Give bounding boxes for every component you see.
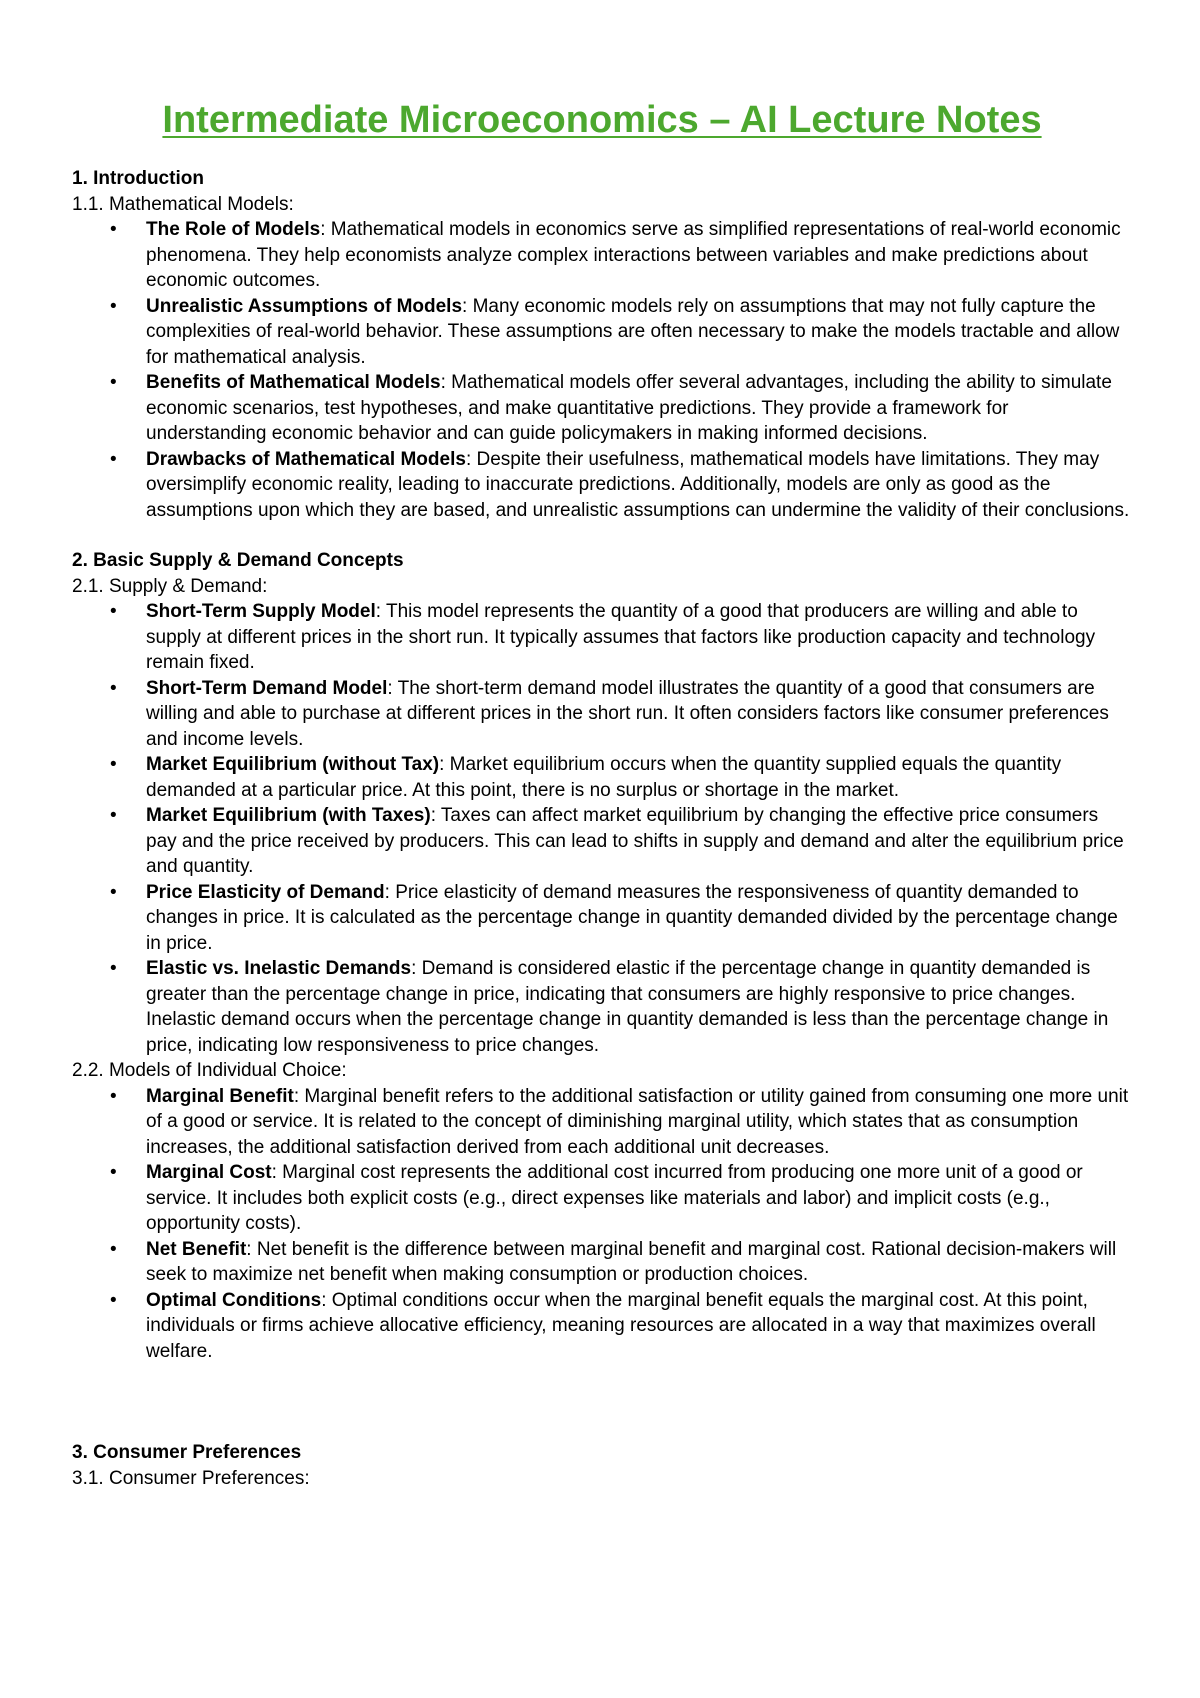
section-supply-demand — [72, 548, 1132, 1364]
document-page — [72, 96, 1132, 1491]
bullet-list — [72, 1084, 1132, 1365]
item-text: : This model represents the quantity of a good that producers are willing and able to supply at different prices in the short run. It typically assumes that factors like production capacity and technology remain fixed. — [146, 601, 1096, 673]
item-term: Market Equilibrium (with Taxes) — [146, 805, 431, 826]
list-item — [72, 599, 1132, 676]
bullet-icon: • — [110, 958, 117, 979]
item-term: Benefits of Mathematical Models — [146, 372, 441, 393]
item-term: The Role of Models — [146, 219, 321, 240]
item-text: : Net benefit is the difference between marginal benefit and marginal cost. Rational decision-makers will seek to maximize net benefit when making consumption or production choices. — [146, 1238, 1117, 1285]
item-text: : Marginal benefit refers to the additional satisfaction or utility gained from consuming one more unit of a good or service. It is related to the concept of diminishing marginal utility, which states that as consumption increases, the additional satisfaction derived from each additional unit decreases. — [146, 1085, 1129, 1158]
list-item — [72, 1160, 1132, 1237]
item-text: : Price elasticity of demand measures the responsiveness of quantity demanded to changes in price. It is calculated as the percentage change in quantity demanded divided by the percentage change in price. — [146, 881, 1118, 954]
item-text: : Mathematical models offer several advantages, including the ability to simulate economic scenarios, test hypotheses, and make quantitative predictions. They provide a framework for understanding economic behavior and can guide policymakers in making informed decisions. — [146, 372, 1112, 444]
spacer — [72, 523, 1132, 548]
bullet-icon: • — [110, 1085, 117, 1107]
subsection-heading: 3.1. Consumer Preferences: — [72, 1467, 310, 1489]
item-term: Net Benefit — [146, 1238, 247, 1260]
section-heading: 3. Consumer Preferences — [72, 1442, 302, 1463]
item-text: : Despite their usefulness, mathematical models have limitations. They may oversimplify economic reality, leading to inaccurate predictions. Additionally, models are only as good as the assumptions upon which they are based, and unrealistic assumptions can undermine the validity of their conclusions. — [146, 448, 1130, 521]
list-item — [72, 217, 1132, 294]
item-term: Short-Term Demand Model — [146, 677, 388, 699]
spacer — [72, 1364, 1132, 1440]
bullet-icon: • — [110, 1162, 117, 1183]
section-consumer-preferences — [72, 1440, 1132, 1491]
subsection-heading: 1.1. Mathematical Models: — [72, 193, 294, 215]
list-item — [72, 956, 1132, 1058]
item-term: Marginal Cost — [146, 1162, 272, 1183]
item-text: : The short-term demand model illustrates the quantity of a good that consumers are willing and able to purchase at different prices in the short run. It often considers factors like consumer preferences and income levels. — [146, 677, 1109, 750]
bullet-icon: • — [110, 805, 117, 826]
item-term: Short-Term Supply Model — [146, 601, 376, 622]
list-item — [72, 880, 1132, 957]
bullet-icon: • — [110, 754, 117, 775]
list-item — [72, 294, 1132, 371]
section-heading: 1. Introduction — [72, 168, 204, 189]
item-text: : Optimal conditions occur when the marginal benefit equals the marginal cost. At this point, individuals or firms achieve allocative efficiency, meaning resources are allocated in a way that maximizes overall welfare. — [146, 1289, 1096, 1362]
list-item — [72, 1084, 1132, 1161]
bullet-icon: • — [110, 219, 117, 240]
item-term: Market Equilibrium (without Tax) — [146, 754, 440, 775]
item-term: Optimal Conditions — [146, 1289, 322, 1311]
item-text: : Many economic models rely on assumptions that may not fully capture the complexities of real-world behavior. These assumptions are often necessary to make the models tractable and allow for mathematical analysis. — [146, 295, 1120, 368]
item-text: : Demand is considered elastic if the percentage change in quantity demanded is greater than the percentage change in price, indicating that consumers are highly responsive to price changes. Inelastic demand occurs when the percentage change in quantity demanded is less than the percentage change in price, indicating low responsiveness to price changes. — [146, 958, 1109, 1056]
list-item — [72, 676, 1132, 753]
subsection-heading: 2.1. Supply & Demand: — [72, 575, 268, 597]
list-item — [72, 370, 1132, 447]
item-text: : Market equilibrium occurs when the quantity supplied equals the quantity demanded at a particular price. At this point, there is no surplus or shortage in the market. — [146, 754, 1062, 801]
list-item — [72, 1237, 1132, 1288]
item-term: Elastic vs. Inelastic Demands — [146, 958, 412, 979]
item-term: Unrealistic Assumptions of Models — [146, 295, 463, 317]
item-term: Price Elasticity of Demand — [146, 881, 385, 903]
bullet-list — [72, 599, 1132, 1058]
list-item — [72, 752, 1132, 803]
subsection-heading: 2.2. Models of Individual Choice: — [72, 1060, 347, 1081]
bullet-icon: • — [110, 295, 117, 317]
item-text: : Taxes can affect market equilibrium by changing the effective price consumers pay and the price received by producers. This can lead to shifts in supply and demand and alter the equilibrium price and quantity. — [146, 805, 1124, 877]
bullet-icon: • — [110, 601, 117, 622]
section-heading: 2. Basic Supply & Demand Concepts — [72, 550, 404, 571]
item-term: Drawbacks of Mathematical Models — [146, 448, 466, 470]
item-text: : Mathematical models in economics serve as simplified representations of real-world economic phenomena. They help economists analyze complex interactions between variables and make predictions about economic outcomes. — [146, 219, 1121, 291]
bullet-icon: • — [110, 1289, 117, 1311]
list-item — [72, 1288, 1132, 1365]
bullet-icon: • — [110, 677, 117, 699]
bullet-icon: • — [110, 881, 117, 903]
bullet-icon: • — [110, 1238, 117, 1260]
item-term: Marginal Benefit — [146, 1085, 294, 1107]
list-item — [72, 447, 1132, 524]
document-title: Intermediate Microeconomics – AI Lecture Notes — [162, 99, 1042, 141]
list-item — [72, 803, 1132, 880]
bullet-list — [72, 217, 1132, 523]
bullet-icon: • — [110, 372, 117, 393]
section-introduction — [72, 166, 1132, 523]
bullet-icon: • — [110, 448, 117, 470]
item-text: : Marginal cost represents the additional cost incurred from producing one more unit of a good or service. It includes both explicit costs (e.g., direct expenses like materials and labor) and implicit costs (e.g., opportunity costs). — [146, 1162, 1083, 1234]
